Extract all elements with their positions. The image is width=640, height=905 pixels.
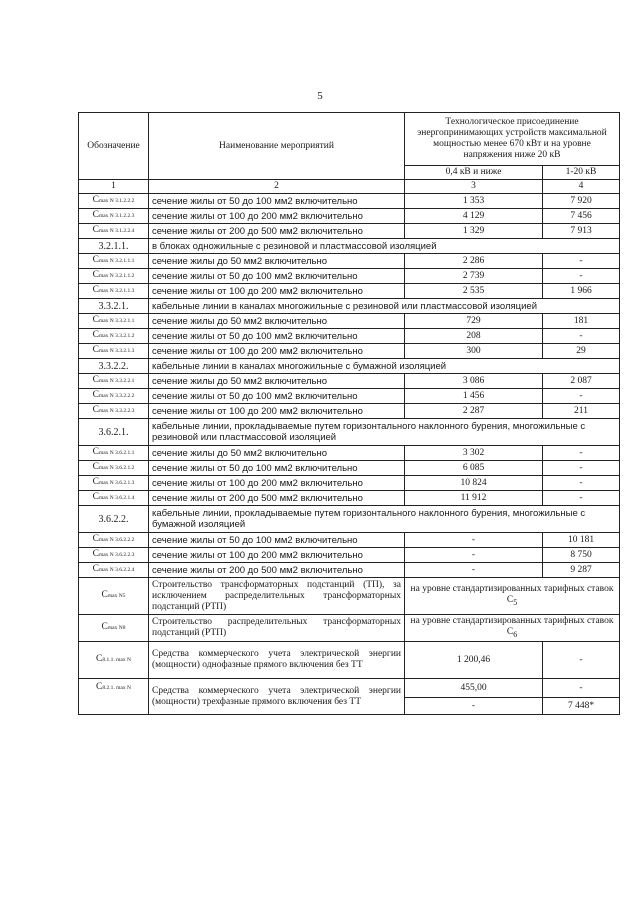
value-mid: 7 448*: [543, 698, 620, 715]
value-mid: -: [543, 254, 620, 269]
value-low: -: [405, 548, 543, 563]
section-name: кабельные линии, прокладываемые путем горизонтального наклонного бурения, многожильные с бумажной изоляцией: [149, 506, 620, 533]
table-row: [79, 446, 620, 461]
event-name: сечение жилы от 100 до 200 мм2 включительно: [149, 548, 405, 563]
value-mid: -: [543, 329, 620, 344]
event-name: сечение жилы до 50 мм2 включительно: [149, 314, 405, 329]
value-low: 11 912: [405, 491, 543, 506]
section-code: 3.6.2.1.: [79, 419, 149, 446]
page-number: 5: [317, 90, 323, 102]
table-row: [79, 374, 620, 389]
section-row: [79, 239, 620, 254]
table-row: [79, 404, 620, 419]
header-designation: Обозначение: [79, 113, 149, 180]
event-name: сечение жилы до 50 мм2 включительно: [149, 446, 405, 461]
value-mid: 7 913: [543, 224, 620, 239]
value-low: 3 302: [405, 446, 543, 461]
table-row: [79, 533, 620, 548]
value-mid: -: [543, 446, 620, 461]
event-name: сечение жилы от 200 до 500 мм2 включительно: [149, 491, 405, 506]
value-mid: 1 966: [543, 284, 620, 299]
row-n8: [79, 615, 620, 642]
designation: Cmax N 3.6.2.1.1: [79, 446, 149, 461]
event-name: Средства коммерческого учета электрической энергии (мощности) трехфазные прямого включения без ТТ: [149, 679, 405, 715]
header-num-2: 2: [149, 180, 405, 194]
value-mid: 10 181: [543, 533, 620, 548]
value-mid: -: [543, 389, 620, 404]
event-name: сечение жилы от 50 до 100 мм2 включительно: [149, 329, 405, 344]
designation: Cmax N 3.1.2.2.2: [79, 194, 149, 209]
value-mid: 29: [543, 344, 620, 359]
section-code: 3.2.1.1.: [79, 239, 149, 254]
table-row: [79, 209, 620, 224]
value-low: 3 086: [405, 374, 543, 389]
header-num-1: 1: [79, 180, 149, 194]
table-row: [79, 461, 620, 476]
designation: Cmax N 3.6.2.2.3: [79, 548, 149, 563]
designation: Cmax N 3.3.2.2.3: [79, 404, 149, 419]
value-low: 2 287: [405, 404, 543, 419]
table-row: [79, 389, 620, 404]
designation: Cmax N 3.6.2.2.2: [79, 533, 149, 548]
table-row: [79, 224, 620, 239]
row-metering-1: [79, 642, 620, 679]
value-low: -: [405, 563, 543, 578]
header-voltage-low: 0,4 кВ и ниже: [405, 166, 543, 180]
event-name: Средства коммерческого учета электрической энергии (мощности) однофазные прямого включения без ТТ: [149, 642, 405, 679]
table-row: [79, 329, 620, 344]
table-row: [79, 269, 620, 284]
table-row: [79, 548, 620, 563]
value-mid: -: [543, 491, 620, 506]
designation: Cmax N 3.6.2.1.2: [79, 461, 149, 476]
value-low: 2 286: [405, 254, 543, 269]
event-name: сечение жилы от 200 до 500 мм2 включительно: [149, 563, 405, 578]
value-low: 10 824: [405, 476, 543, 491]
header-voltage-mid: 1-20 кВ: [543, 166, 620, 180]
header-numbers-row: [79, 180, 620, 194]
value-merged: на уровне стандартизированных тарифных ставок $C_6$: [405, 615, 620, 642]
event-name: сечение жилы от 50 до 100 мм2 включительно: [149, 194, 405, 209]
value-low: 6 085: [405, 461, 543, 476]
value-mid: 211: [543, 404, 620, 419]
event-name: сечение жилы от 50 до 100 мм2 включительно: [149, 533, 405, 548]
header-num-3: 3: [405, 180, 543, 194]
section-name: кабельные линии, прокладываемые путем горизонтального наклонного бурения, многожильные с резиновой или пластмассовой изоляцией: [149, 419, 620, 446]
table-row: [79, 284, 620, 299]
designation: Cmax N 3.2.1.1.3: [79, 284, 149, 299]
section-code: 3.3.2.2.: [79, 359, 149, 374]
table-row: [79, 476, 620, 491]
value-low: -: [405, 533, 543, 548]
event-name: сечение жилы от 100 до 200 мм2 включительно: [149, 404, 405, 419]
event-name: сечение жилы от 100 до 200 мм2 включительно: [149, 284, 405, 299]
value-mid: 8 750: [543, 548, 620, 563]
section-row: [79, 299, 620, 314]
section-name: в блоках одножильные с резиновой и пластмассовой изоляцией: [149, 239, 620, 254]
section-row: [79, 506, 620, 533]
value-low: 300: [405, 344, 543, 359]
table-row: [79, 314, 620, 329]
section-name: кабельные линии в каналах многожильные с резиновой или пластмассовой изоляцией: [149, 299, 620, 314]
tariff-table: [78, 112, 620, 715]
value-low: 729: [405, 314, 543, 329]
value-mid: -: [543, 269, 620, 284]
value-mid: -: [543, 461, 620, 476]
header-num-4: 4: [543, 180, 620, 194]
designation: Cmax N8: [79, 615, 149, 642]
value-mid: -: [543, 679, 620, 698]
table-row: [79, 254, 620, 269]
designation: Cmax N 3.1.2.2.4: [79, 224, 149, 239]
event-name: Строительство трансформаторных подстанций (ТП), за исключением распределительных трансформаторных подстанций (РТП): [149, 578, 405, 615]
value-low: 1 329: [405, 224, 543, 239]
designation: Cmax N 3.6.2.1.4: [79, 491, 149, 506]
header-row: [79, 113, 620, 166]
designation: Cmax N 3.3.2.1.1: [79, 314, 149, 329]
value-low: 1 456: [405, 389, 543, 404]
value-mid: 7 456: [543, 209, 620, 224]
designation: Cmax N 3.3.2.2.2: [79, 389, 149, 404]
designation: Cmax N 3.1.2.2.3: [79, 209, 149, 224]
designation: Cmax N 3.3.2.2.1: [79, 374, 149, 389]
section-row: [79, 359, 620, 374]
event-name: сечение жилы от 50 до 100 мм2 включительно: [149, 461, 405, 476]
designation: Cmax N 3.2.1.1.2: [79, 269, 149, 284]
value-low: 208: [405, 329, 543, 344]
value-mid: 181: [543, 314, 620, 329]
table-row: [79, 344, 620, 359]
designation: Cmax N 3.6.2.1.3: [79, 476, 149, 491]
designation: C8.2.1. max N: [79, 679, 149, 715]
event-name: сечение жилы от 200 до 500 мм2 включительно: [149, 224, 405, 239]
value-mid: -: [543, 476, 620, 491]
event-name: сечение жилы от 50 до 100 мм2 включительно: [149, 269, 405, 284]
designation: Cmax N 3.2.1.1.1: [79, 254, 149, 269]
designation: C8.1.1. max N: [79, 642, 149, 679]
value-mid: 9 287: [543, 563, 620, 578]
value-mid: 2 087: [543, 374, 620, 389]
value-low: -: [405, 698, 543, 715]
event-name: сечение жилы до 50 мм2 включительно: [149, 254, 405, 269]
event-name: Строительство распределительных трансформаторных подстанций (РТП): [149, 615, 405, 642]
value-low: 2 535: [405, 284, 543, 299]
table-row: [79, 194, 620, 209]
section-row: [79, 419, 620, 446]
value-low: 1 200,46: [405, 642, 543, 679]
header-event-name: Наименование мероприятий: [149, 113, 405, 180]
event-name: сечение жилы от 100 до 200 мм2 включительно: [149, 209, 405, 224]
value-mid: 7 920: [543, 194, 620, 209]
value-low: 4 129: [405, 209, 543, 224]
section-name: кабельные линии в каналах многожильные с бумажной изоляцией: [149, 359, 620, 374]
value-low: 2 739: [405, 269, 543, 284]
event-name: сечение жилы от 100 до 200 мм2 включительно: [149, 344, 405, 359]
event-name: сечение жилы до 50 мм2 включительно: [149, 374, 405, 389]
row-metering-3a: [79, 679, 620, 698]
designation: Cmax N 3.6.2.2.4: [79, 563, 149, 578]
table-row: [79, 491, 620, 506]
event-name: сечение жилы от 50 до 100 мм2 включительно: [149, 389, 405, 404]
section-code: 3.3.2.1.: [79, 299, 149, 314]
table-row: [79, 563, 620, 578]
value-low: 1 353: [405, 194, 543, 209]
header-group: Технологическое присоединение энергопринимающих устройств максимальной мощностью менее 670 кВт и на уровне напряжения ниже 20 кВ: [405, 113, 620, 166]
value-mid: -: [543, 642, 620, 679]
row-n5: [79, 578, 620, 615]
event-name: сечение жилы от 100 до 200 мм2 включительно: [149, 476, 405, 491]
value-low: 455,00: [405, 679, 543, 698]
section-code: 3.6.2.2.: [79, 506, 149, 533]
value-merged: на уровне стандартизированных тарифных ставок $C_5$: [405, 578, 620, 615]
designation: Cmax N 3.3.2.1.3: [79, 344, 149, 359]
designation: Cmax N 3.3.2.1.2: [79, 329, 149, 344]
designation: Cmax N5: [79, 578, 149, 615]
